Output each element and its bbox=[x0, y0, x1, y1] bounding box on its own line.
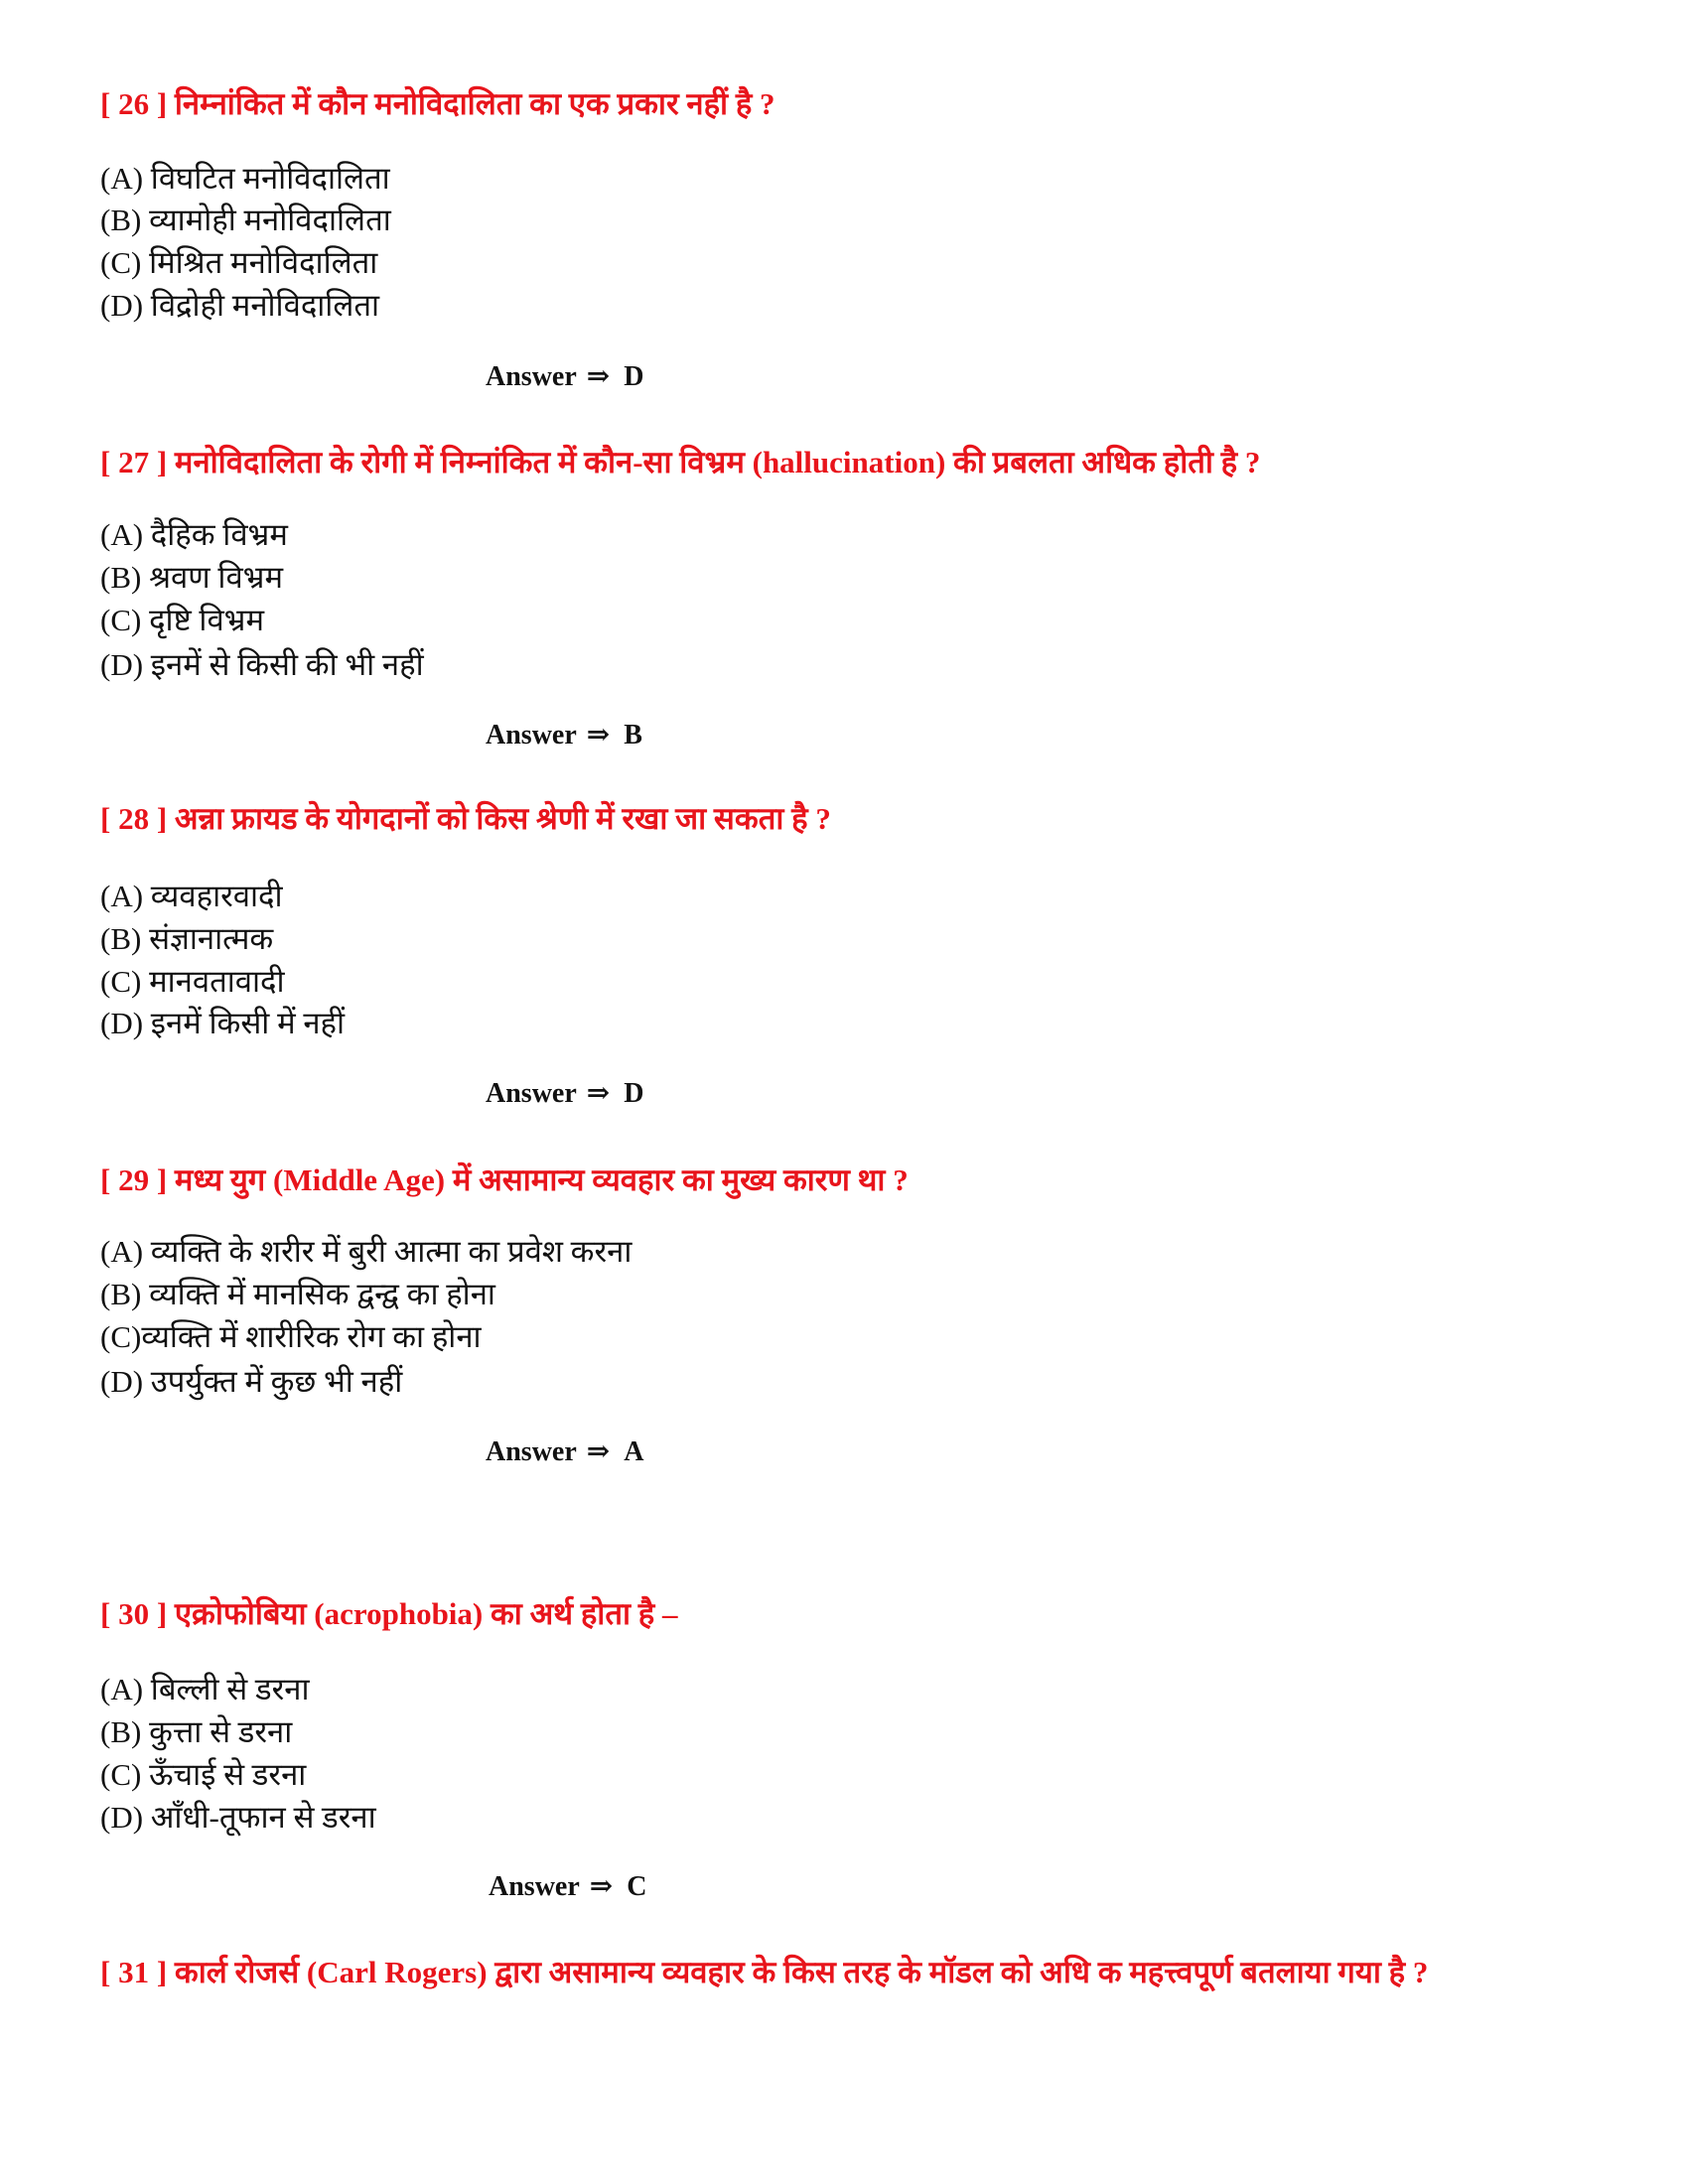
question-text: अन्ना फ्रायड के योगदानों को किस श्रेणी में रखा जा सकता है ? bbox=[174, 801, 831, 836]
answer-line bbox=[486, 1434, 643, 1468]
question-number: [ 28 ] bbox=[100, 801, 168, 836]
answer-value: B bbox=[624, 720, 642, 751]
option-item: (C) दृष्टि विभ्रम bbox=[100, 603, 265, 637]
option-item: (C) ऊँचाई से डरना bbox=[100, 1757, 307, 1792]
answer-line bbox=[489, 1869, 646, 1903]
question-heading bbox=[100, 442, 1590, 483]
answer-line bbox=[486, 718, 642, 751]
option-item: (D) उपर्युक्त में कुछ भी नहीं bbox=[100, 1364, 403, 1399]
answer-label: Answer bbox=[486, 361, 577, 392]
option-item: (C)व्यक्ति में शारीरिक रोग का होना bbox=[100, 1319, 482, 1354]
question-number: [ 26 ] bbox=[100, 86, 168, 121]
option-item: (A) दैहिक विभ्रम bbox=[100, 517, 288, 552]
question-heading bbox=[100, 798, 1590, 840]
question-text: मनोविदालिता के रोगी में निम्नांकित में कौन-सा विभ्रम (hallucination) की प्रबलता अधिक होती है ? bbox=[174, 445, 1261, 479]
option-item: (A) व्यवहारवादी bbox=[100, 879, 283, 913]
answer-label: Answer bbox=[486, 1436, 577, 1467]
question-heading bbox=[100, 1593, 1590, 1635]
question-number: [ 27 ] bbox=[100, 445, 168, 479]
implies-arrow-icon: ⇒ bbox=[586, 1078, 611, 1109]
question-heading bbox=[100, 1952, 1590, 1993]
option-item: (B) श्रवण विभ्रम bbox=[100, 560, 284, 595]
implies-arrow-icon: ⇒ bbox=[589, 1871, 614, 1902]
option-item: (C) मिश्रित मनोविदालिता bbox=[100, 245, 378, 280]
option-item: (B) संज्ञानात्मक bbox=[100, 921, 274, 956]
option-item: (A) विघटित मनोविदालिता bbox=[100, 161, 390, 196]
implies-arrow-icon: ⇒ bbox=[586, 1436, 611, 1467]
option-item: (B) कुत्ता से डरना bbox=[100, 1714, 293, 1749]
question-text: निम्नांकित में कौन मनोविदालिता का एक प्रकार नहीं है ? bbox=[174, 86, 775, 121]
question-number: [ 30 ] bbox=[100, 1596, 168, 1631]
answer-line bbox=[486, 359, 643, 393]
option-item: (A) बिल्ली से डरना bbox=[100, 1672, 310, 1706]
option-item: (B) व्यक्ति में मानसिक द्वन्द्व का होना bbox=[100, 1277, 495, 1311]
question-heading bbox=[100, 1160, 1590, 1201]
answer-value: A bbox=[624, 1436, 644, 1467]
option-item: (D) आँधी-तूफान से डरना bbox=[100, 1800, 376, 1835]
question-number: [ 29 ] bbox=[100, 1162, 168, 1197]
option-item: (B) व्यामोही मनोविदालिता bbox=[100, 203, 391, 237]
answer-label: Answer bbox=[489, 1871, 580, 1902]
question-text: एक्रोफोबिया (acrophobia) का अर्थ होता है – bbox=[174, 1596, 678, 1631]
option-item: (A) व्यक्ति के शरीर में बुरी आत्मा का प्रवेश करना bbox=[100, 1234, 633, 1269]
option-item: (C) मानवतावादी bbox=[100, 964, 285, 999]
answer-label: Answer bbox=[486, 720, 577, 751]
option-item: (D) विद्रोही मनोविदालिता bbox=[100, 288, 380, 323]
question-heading bbox=[100, 83, 1590, 125]
answer-value: D bbox=[624, 1078, 644, 1109]
answer-value: D bbox=[624, 361, 644, 392]
answer-value: C bbox=[627, 1871, 647, 1902]
question-text: कार्ल रोजर्स (Carl Rogers) द्वारा असामान्य व्यवहार के किस तरह के मॉडल को अधि क महत्त्वपूर्ण बतलाया गया है ? bbox=[174, 1955, 1429, 1989]
answer-line bbox=[486, 1076, 643, 1110]
answer-label: Answer bbox=[486, 1078, 577, 1109]
question-number: [ 31 ] bbox=[100, 1955, 168, 1989]
implies-arrow-icon: ⇒ bbox=[586, 361, 611, 392]
implies-arrow-icon: ⇒ bbox=[586, 720, 611, 751]
option-item: (D) इनमें से किसी की भी नहीं bbox=[100, 647, 424, 682]
question-text: मध्य युग (Middle Age) में असामान्य व्यवहार का मुख्य कारण था ? bbox=[174, 1162, 909, 1197]
option-item: (D) इनमें किसी में नहीं bbox=[100, 1006, 346, 1040]
